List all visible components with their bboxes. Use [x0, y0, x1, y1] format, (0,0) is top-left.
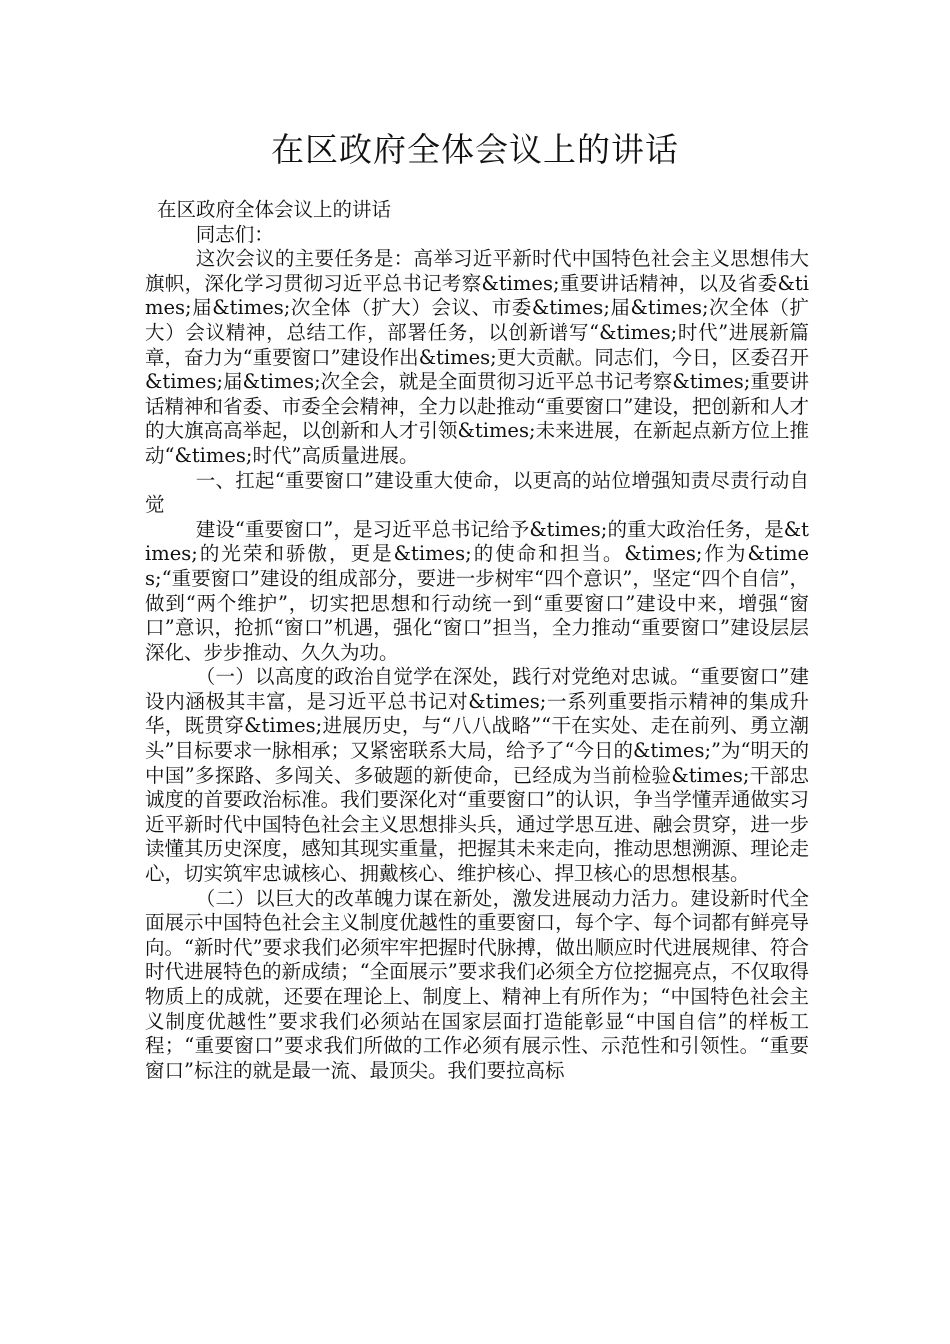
paragraph-intro: 这次会议的主要任务是：高举习近平新时代中国特色社会主义思想伟大旗帜，深化学习贯彻习近平总书记考察&times;重要讲话精神，以及省委&times;届&times;次全体（扩大）会议、市委&times;届&times;次全体（扩大）会议精神，总结工作，部署任务，以创新谱写“&times;时代”进展新篇章，奋力为“重要窗口”建设作出&times;更大贡献。同志们，今日，区委召开&times;届&times;次全会，就是全面贯彻习近平总书记考察&times;重要讲话精神和省委、市委全会精神，全力以赴推动“重要窗口”建设，把创新和人才的大旗高高举起，以创新和人才引领&times;未来进展，在新起点新方位上推动“&times;时代”高质量进展。: [145, 247, 809, 467]
salutation: 同志们：: [195, 222, 274, 246]
section-heading-1: 一、扛起“重要窗口”建设重大使命，以更高的站位增强知责尽责行动自觉: [145, 468, 809, 517]
paragraph-point-2: （二）以巨大的改革魄力谋在新处，激发进展动力活力。建设新时代全面展示中国特色社会主义制度优越性的重要窗口，每个字、每个词都有鲜亮导向。“新时代”要求我们必须牢牢把握时代脉搏，做出顺应时代进展规律、符合时代进展特色的新成绩；“全面展示”要求我们必须全方位挖掘亮点，不仅取得物质上的成就，还要在理论上、制度上、精神上有所作为；“中国特色社会主义制度优越性”要求我们必须站在国家层面打造能彰显“中国自信”的样板工程；“重要窗口”要求我们所做的工作必须有展示性、示范性和引领性。“重要窗口”标注的就是最一流、最顶尖。我们要拉高标: [145, 886, 809, 1082]
paragraph-section-1: 建设“重要窗口”，是习近平总书记给予&times;的重大政治任务，是&times;的光荣和骄傲，更是&times;的使命和担当。&times;作为&times;“重要窗口”建设的组成部分，要进一步树牢“四个意识”，坚定“四个自信”，做到“两个维护”，切实把思想和行动统一到“重要窗口”建设中来，增强“窗口”意识，抢抓“窗口”机遇，强化“窗口”担当，全力推动“重要窗口”建设层层深化、步步推动、久久为功。: [145, 517, 809, 664]
paragraph-point-1: （一）以高度的政治自觉学在深处，践行对党绝对忠诚。“重要窗口”建设内涵极其丰富，是习近平总书记对&times;一系列重要指示精神的集成升华，既贯穿&times;进展历史，与“八八战略”“干在实处、走在前列、勇立潮头”目标要求一脉相承；又紧密联系大局，给予了“今日的&times;”为“明天的中国”多探路、多闯关、多破题的新使命，已经成为当前检验&times;干部忠诚度的首要政治标准。我们要深化对“重要窗口”的认识，争当学懂弄通做实习近平新时代中国特色社会主义思想排头兵，通过学思互进、融会贯穿，进一步读懂其历史深度，感知其现实重量，把握其未来走向，推动思想溯源、理论走心，切实筑牢忠诚核心、拥戴核心、维护核心、捍卫核心的思想根基。: [145, 665, 809, 886]
document-title: 在区政府全体会议上的讲话: [271, 130, 679, 169]
document-subtitle: 在区政府全体会议上的讲话: [157, 198, 392, 221]
document-body: [145, 198, 809, 1083]
